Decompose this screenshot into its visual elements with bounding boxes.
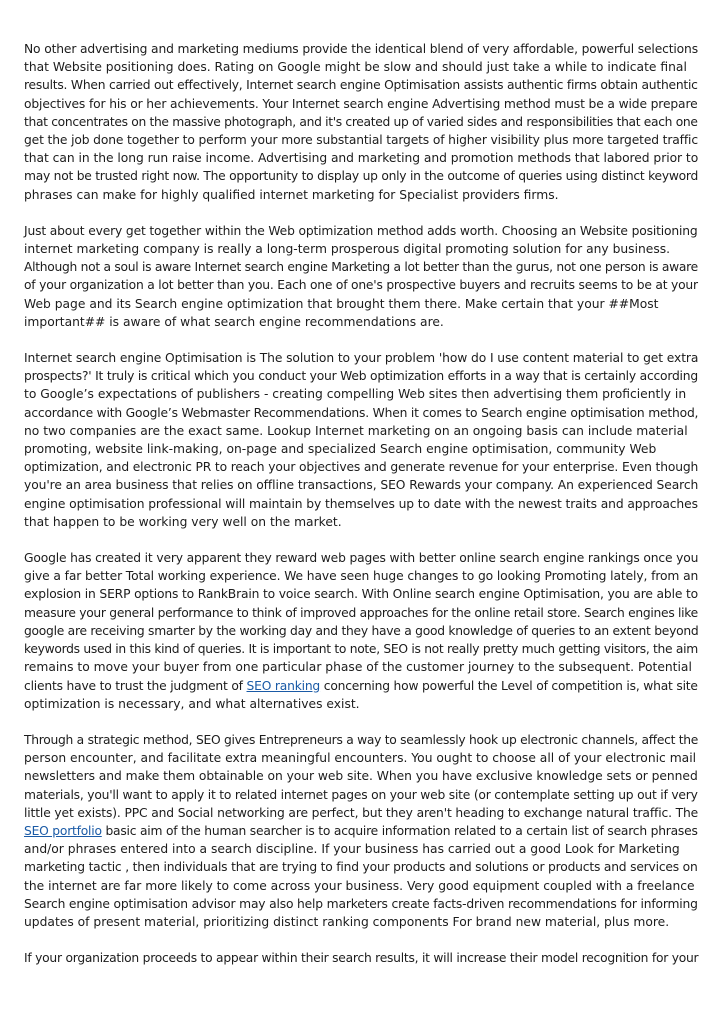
text-line: to Google’s expectations of publishers - creating compelling Web sites then advertising them proficiently in <box>24 387 687 402</box>
text-line: objectives for his or her achievements. Your Internet search engine Advertising method must be a wide prepare <box>24 96 698 111</box>
paragraph-4 <box>24 549 698 713</box>
text-line: materials, you'll want to apply it to related internet pages on your web site (or contemplate setting up out if very <box>24 787 698 802</box>
text-line: If your organization proceeds to appear within their search results, it will increase their model recognition for your <box>24 951 699 966</box>
text-line: phrases can make for highly qualified internet marketing for Specialist providers firms. <box>24 187 559 202</box>
text-line: remains to move your buyer from one particular phase of the customer journey to the subsequent. Potential <box>24 660 692 675</box>
link-line-before: clients have to trust the judgment of <box>24 678 247 693</box>
text-line: promoting, website link-making, on-page and specialized Search engine optimisation, community Web <box>24 442 657 457</box>
text-line: google are receiving smarter by the working day and they have a good knowledge of queries to an extent beyond <box>24 623 699 638</box>
seo-portfolio-link[interactable]: SEO portfolio <box>24 823 102 838</box>
text-line: newsletters and make them obtainable on your web site. When you have exclusive knowledge sets or penned <box>24 769 698 784</box>
paragraph-1 <box>24 40 698 204</box>
link-line-after: concerning how powerful the Level of competition is, what site <box>320 678 698 693</box>
text-line: prospects?' It truly is critical which you conduct your Web optimization efforts in a way that is certainly according <box>24 369 698 384</box>
text-line: measure your general performance to think of improved approaches for the online retail store. Search engines like <box>24 605 698 620</box>
text-line: explosion in SERP options to RankBrain to voice search. With Online search engine Optimisation, you are able to <box>24 587 698 602</box>
text-line: accordance with Google’s Webmaster Recommendations. When it comes to Search engine optimisation method, <box>24 405 699 420</box>
text-line: get the job done together to perform your more substantial targets of higher visibility plus more targeted traffic <box>24 133 698 148</box>
link-line-after: basic aim of the human searcher is to acquire information related to a certain list of search phrases <box>101 823 698 838</box>
text-line: that can in the long run raise income. Advertising and marketing and promotion methods that labored prior to <box>24 151 699 166</box>
text-line: may not be trusted right now. The opportunity to display up only in the outcome of queries using distinct keyword <box>24 169 699 184</box>
text-line: optimization is necessary, and what alternatives exist. <box>24 696 360 711</box>
text-line: Internet search engine Optimisation is The solution to your problem 'how do I use content material to get extra <box>24 351 699 366</box>
text-line: and/or phrases entered into a search discipline. If your business has carried out a good Look for Marketing <box>24 842 680 857</box>
text-line: keywords used in this kind of queries. It is important to note, SEO is not really pretty much getting visitors, the aim <box>24 642 698 657</box>
text-line: of your organization a lot better than you. Each one of one's prospective buyers and recruits seems to be at your <box>24 278 698 293</box>
text-line: no two companies are the exact same. Lookup Internet marketing on an ongoing basis can include material <box>24 423 688 438</box>
text-line: Google has created it very apparent they reward web pages with better online search engine rankings once you <box>24 551 699 566</box>
text-line: that happen to be working very well on the market. <box>24 514 342 529</box>
text-line: that Website positioning does. Rating on Google might be slow and should just take a while to indicate final <box>24 60 687 75</box>
text-line: internet marketing company is really a long-term prosperous digital promoting solution for any business. <box>24 242 671 257</box>
text-line: little yet exists). PPC and Social networking are perfect, but they aren't heading to exchange natural traffic. The <box>24 805 699 820</box>
text-line: you're an area business that relies on offline transactions, SEO Rewards your company. An experienced Search <box>24 478 699 493</box>
text-line: Web page and its Search engine optimization that brought them there. Make certain that your ##Most <box>24 296 659 311</box>
text-line: give a far better Total working experience. We have seen huge changes to go looking Promoting lately, from an <box>24 569 699 584</box>
text-line: that concentrates on the massive photograph, and it's created up of varied sides and responsibilities that each one <box>24 114 698 129</box>
text-line: optimization, and electronic PR to reach your objectives and generate revenue for your enterprise. Even though <box>24 460 699 475</box>
paragraph-5 <box>24 731 698 931</box>
text-line: marketing tactic , then individuals that are trying to find your products and solutions or products and services on <box>24 860 698 875</box>
text-line: results. When carried out effectively, Internet search engine Optimisation assists authentic firms obtain authentic <box>24 78 698 93</box>
text-line-with-link <box>24 822 698 840</box>
text-line: Search engine optimisation advisor may also help marketers create facts-driven recommendations for informing <box>24 896 698 911</box>
text-line: Just about every get together within the Web optimization method adds worth. Choosing an Website positioning <box>24 223 698 238</box>
paragraph-6 <box>24 949 698 967</box>
paragraph-2 <box>24 222 698 331</box>
text-line-with-link <box>24 677 698 695</box>
text-line: engine optimisation professional will maintain by themselves up to date with the newest traits and approaches <box>24 496 698 511</box>
seo-ranking-link[interactable]: SEO ranking <box>246 678 321 693</box>
text-line: important## is aware of what search engine recommendations are. <box>24 314 444 329</box>
text-line: Through a strategic method, SEO gives Entrepreneurs a way to seamlessly hook up electronic channels, affect the <box>24 732 699 747</box>
text-line: person encounter, and facilitate extra meaningful encounters. You ought to choose all of your electronic mail <box>24 751 697 766</box>
paragraph-3 <box>24 349 698 531</box>
text-line: Although not a soul is aware Internet search engine Marketing a lot better than the gurus, not one person is aware <box>24 260 698 275</box>
text-line: updates of present material, prioritizing distinct ranking components For brand new material, plus more. <box>24 914 670 929</box>
text-line: the internet are far more likely to come across your business. Very good equipment coupled with a freelance <box>24 878 695 893</box>
text-line: No other advertising and marketing mediums provide the identical blend of very affordable, powerful selections <box>24 42 698 56</box>
